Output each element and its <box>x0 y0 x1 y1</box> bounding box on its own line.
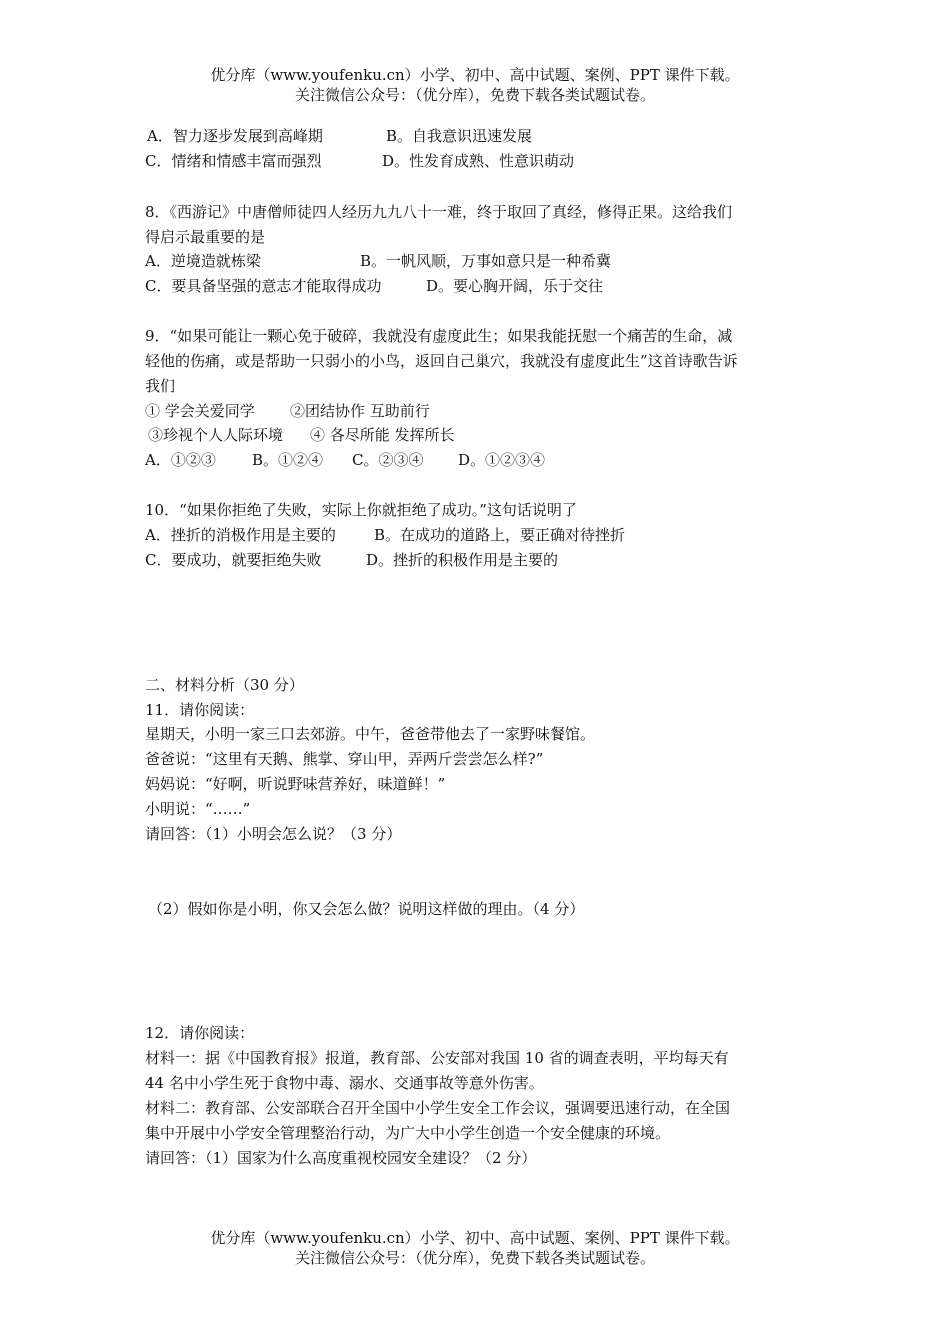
q12-material-1-line-2: 44 名中小学生死于食物中毒、溺水、交通事故等意外伤害。 <box>145 1074 544 1092</box>
q11-question-1: 请回答：（1）小明会怎么说？（3 分） <box>145 825 402 843</box>
q8-stem-line-2: 得启示最重要的是 <box>145 228 266 246</box>
q10-option-b: B。在成功的道路上，要正确对待挫折 <box>374 526 626 544</box>
q11-paragraph-2: 爸爸说：“这里有天鹅、熊掌、穿山甲，弄两斤尝尝怎么样?” <box>145 750 544 768</box>
q12-material-2-line-2: 集中开展中小学安全管理整治行动，为广大中小学生创造一个安全健康的环境。 <box>145 1124 671 1142</box>
q9-stem-line-3: 我们 <box>145 377 176 395</box>
q7-option-b: B。自我意识迅速发展 <box>386 127 533 145</box>
q10-option-c: C．要成功，就要拒绝失败 <box>145 551 322 569</box>
q9-option-a: A．①②③ <box>145 451 216 469</box>
q8-option-c: C．要具备坚强的意志才能取得成功 <box>145 277 382 295</box>
q7-option-d: D。性发育成熟、性意识萌动 <box>382 152 575 170</box>
q7-option-a: A．智力逐步发展到高峰期 <box>147 127 323 145</box>
q8-option-a: A．逆境造就栋梁 <box>145 252 261 270</box>
q12-material-2-line-1: 材料二：教育部、公安部联合召开全国中小学生安全工作会议，强调要迅速行动，在全国 <box>145 1099 731 1117</box>
footer-line-1: 优分库（www.youfenku.cn）小学、初中、高中试题、案例、PPT 课件下载。 <box>210 1229 740 1247</box>
q12-question-1: 请回答：（1）国家为什么高度重视校园安全建设？（2 分） <box>145 1149 537 1167</box>
q11-stem: 11．请你阅读： <box>145 701 255 719</box>
footer-line-2: 关注微信公众号：（优分库），免费下载各类试题试卷。 <box>294 1249 655 1267</box>
q9-option-b: B。①②④ <box>252 451 324 469</box>
q9-stem-line-2: 轻他的伤痛，或是帮助一只弱小的小鸟，返回自己巢穴，我就没有虚度此生”这首诗歌告诉 <box>145 352 738 370</box>
header-line-1: 优分库（www.youfenku.cn）小学、初中、高中试题、案例、PPT 课件下载。 <box>210 66 740 84</box>
q8-stem-line-1: 8．《西游记》中唐僧师徒四人经历九九八十一难，终于取回了真经，修得正果。这给我们 <box>145 203 733 221</box>
q7-option-c: C．情绪和情感丰富而强烈 <box>145 152 322 170</box>
q8-option-b: B。一帆风顺，万事如意只是一种希冀 <box>360 252 612 270</box>
q9-stem-line-1: 9．“如果可能让一颗心免于破碎，我就没有虚度此生；如果我能抚慰一个痛苦的生命，减 <box>145 327 733 345</box>
q11-paragraph-3: 妈妈说：“好啊，听说野味营养好，味道鲜！” <box>145 775 446 793</box>
section-2-title: 二、材料分析（30 分） <box>145 676 304 694</box>
q9-option-c: C。②③④ <box>352 451 424 469</box>
q10-option-d: D。挫折的积极作用是主要的 <box>366 551 559 569</box>
q9-item-4: ④ 各尽所能 发挥所长 <box>310 426 455 444</box>
q9-item-3: ③珍视个人人际环境 <box>148 426 284 444</box>
q12-stem: 12．请你阅读： <box>145 1024 255 1042</box>
q10-option-a: A．挫折的消极作用是主要的 <box>145 526 336 544</box>
q11-question-2: （2）假如你是小明，你又会怎么做？说明这样做的理由。（4 分） <box>148 900 585 918</box>
q9-item-2: ②团结协作 互助前行 <box>290 402 430 420</box>
header-line-2: 关注微信公众号：（优分库），免费下载各类试题试卷。 <box>294 86 655 104</box>
q11-paragraph-1: 星期天，小明一家三口去郊游。中午，爸爸带他去了一家野味餐馆。 <box>145 725 596 743</box>
q11-paragraph-4: 小明说：“……” <box>145 800 251 818</box>
q9-option-d: D。①②③④ <box>458 451 546 469</box>
q8-option-d: D。要心胸开阔，乐于交往 <box>426 277 604 295</box>
q10-stem: 10．“如果你拒绝了失败，实际上你就拒绝了成功。”这句话说明了 <box>145 501 577 519</box>
q9-item-1: ① 学会关爱同学 <box>145 402 255 420</box>
q12-material-1-line-1: 材料一：据《中国教育报》报道，教育部、公安部对我国 10 省的调查表明，平均每天有 <box>145 1049 729 1067</box>
